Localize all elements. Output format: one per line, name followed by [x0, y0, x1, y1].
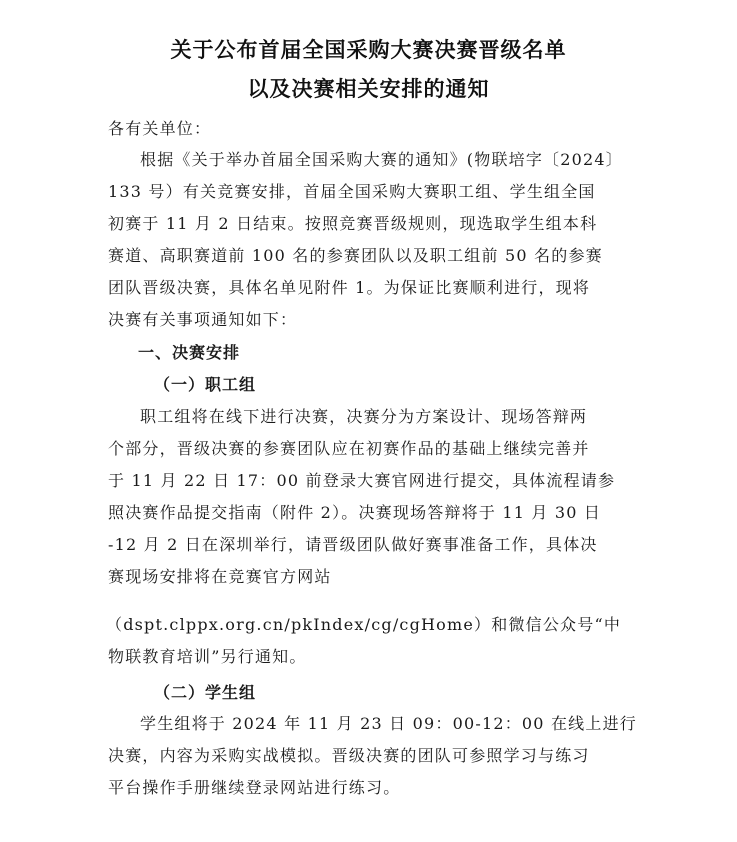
sub1-line-3: 于 11 月 22 日 17：00 前登录大赛官网进行提交，具体流程请参: [108, 471, 616, 490]
intro-line-1: 根据《关于举办首届全国采购大赛的通知》(物联培字〔2024〕: [140, 150, 623, 169]
sub1-line-4: 照决赛作品提交指南（附件 2）。决赛现场答辩将于 11 月 30 日: [108, 503, 602, 522]
document-title-line-1: 关于公布首届全国采购大赛决赛晋级名单: [170, 38, 567, 62]
salutation: 各有关单位：: [108, 119, 212, 138]
sub1-line-6: 赛现场安排将在竞赛官方网站: [108, 567, 332, 586]
intro-line-6: 决赛有关事项通知如下：: [108, 310, 298, 329]
intro-line-4: 赛道、高职赛道前 100 名的参赛团队以及职工组前 50 名的参赛: [108, 246, 603, 265]
sub2-line-1: 学生组将于 2024 年 11 月 23 日 09：00-12：00 在线上进行: [140, 714, 637, 733]
sub1-line-2: 个部分，晋级决赛的参赛团队应在初赛作品的基础上继续完善并: [108, 439, 590, 458]
sub2-line-3: 平台操作手册继续登录网站进行练习。: [108, 778, 401, 797]
sub1-line-url: （dspt.clppx.org.cn/pkIndex/cg/cgHome）和微信公众号“中: [106, 615, 622, 634]
section-1-heading: 一、决赛安排: [138, 343, 241, 362]
sub1-line-5: -12 月 2 日在深圳举行，请晋级团队做好赛事准备工作，具体决: [108, 535, 598, 554]
intro-line-3: 初赛于 11 月 2 日结束。按照竞赛晋级规则，现选取学生组本科: [108, 214, 598, 233]
document-title-line-2: 以及决赛相关安排的通知: [247, 77, 490, 101]
subsection-1-heading: （一）职工组: [154, 375, 257, 394]
subsection-2-heading: （二）学生组: [154, 683, 257, 702]
intro-line-5: 团队晋级决赛，具体名单见附件 1。为保证比赛顺利进行，现将: [108, 278, 591, 297]
sub1-line-1: 职工组将在线下进行决赛，决赛分为方案设计、现场答辩两: [140, 407, 588, 426]
sub1-line-8: 物联教育培训”另行通知。: [108, 647, 307, 666]
intro-line-2: 133 号）有关竞赛安排，首届全国采购大赛职工组、学生组全国: [108, 182, 596, 201]
sub2-line-2: 决赛，内容为采购实战模拟。晋级决赛的团队可参照学习与练习: [108, 746, 590, 765]
